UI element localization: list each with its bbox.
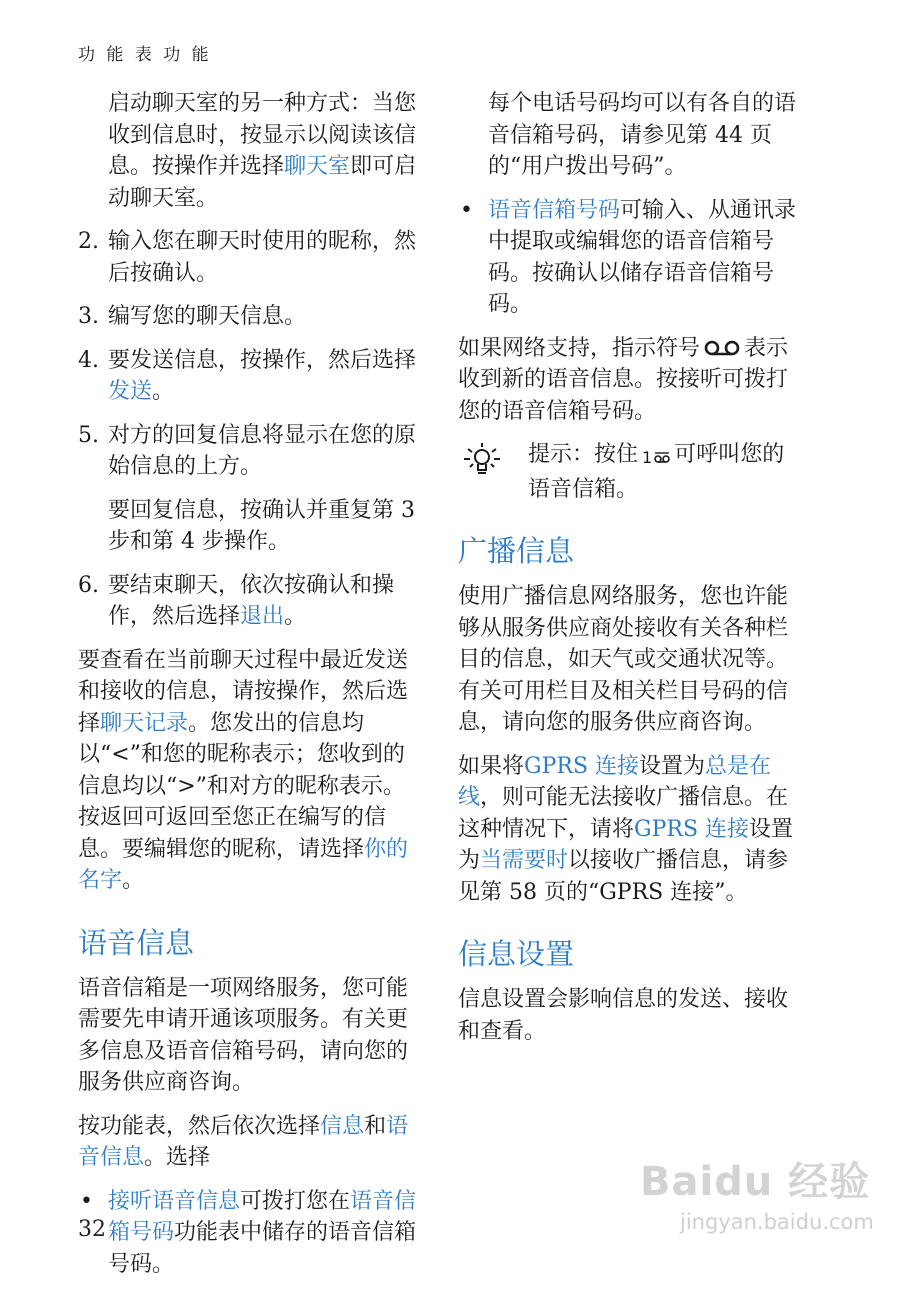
text: 输入您在聊天时使用的昵称，然后按	[108, 229, 417, 286]
step-number: 4.	[78, 347, 99, 373]
step-6	[78, 570, 423, 633]
menu-gprs-connection: GPRS 连接	[634, 816, 750, 842]
menu-voice-mailbox-number: 语音信箱号码	[488, 197, 621, 223]
key-1-voicemail-icon	[642, 441, 670, 474]
softkey-options: 操作	[262, 347, 307, 373]
text: 可拨打您在	[240, 1188, 351, 1214]
text: 和	[350, 572, 373, 598]
text: 要发送信息，按	[108, 347, 263, 373]
menu-when-needed: 当需要时	[480, 848, 569, 873]
running-head: 功 能 表 功 能	[78, 45, 212, 65]
text: 当您收到信息时，按	[108, 91, 417, 148]
text: 。	[122, 868, 145, 893]
softkey-ok: 确认	[262, 497, 307, 523]
heading-cell-broadcast: 广播信息	[458, 534, 575, 568]
text: 。	[152, 379, 175, 404]
menu-gprs-connection: GPRS 连接	[524, 753, 640, 779]
text: ，然后选择	[78, 679, 409, 736]
text: 可输入、从通讯录中提取或编辑您的语音信箱号码。按	[488, 197, 797, 286]
watermark	[640, 1150, 880, 1260]
lightbulb-tip-icon	[458, 441, 502, 481]
step-number: 6.	[78, 572, 99, 598]
heading-voice-messages: 语音信息	[78, 925, 195, 960]
bullet-voice-number	[458, 195, 804, 321]
text: 如果网络支持，指示符号	[458, 335, 701, 361]
text: 按住	[594, 442, 639, 467]
text: 要回复信息，按	[108, 497, 263, 523]
softkey-ok: 确认	[306, 572, 351, 598]
softkey-ok: 确认	[152, 260, 197, 286]
softkey-options: 操作	[276, 679, 321, 704]
step-number: 2.	[78, 229, 99, 254]
step-5	[78, 420, 423, 483]
voicemail-icon	[704, 339, 740, 357]
intro-punct: ：	[350, 91, 373, 116]
text: 。	[196, 260, 219, 286]
menu-your-name: 你的名字	[78, 836, 409, 893]
text: 可呼叫您的语音信箱。	[528, 442, 785, 502]
text: 即可启动聊天室。	[108, 154, 417, 211]
text: 对方的回复信息将显示在您的原始信息的上方。	[108, 422, 417, 479]
text: 。您发出的信息均以“<”和您的昵称表示；您收到的信息均以“>”和对方的昵称表示。按	[78, 710, 405, 830]
step-4	[78, 345, 423, 408]
tip-box	[458, 439, 804, 505]
menu-messages: 信息	[320, 1113, 365, 1139]
step-2	[78, 226, 423, 289]
text: ，然后选择	[130, 604, 241, 629]
text: ，则可能无法接收广播信息。在这种情况下，请将	[458, 785, 789, 842]
intro-label: 启动聊天室的另一种方式	[108, 91, 351, 116]
text: 和	[364, 1113, 387, 1139]
text: 如果将	[458, 753, 525, 779]
voice-menu-paragraph	[78, 1111, 423, 1174]
softkey-ok: 确认	[554, 260, 599, 286]
step-5-note	[78, 495, 423, 558]
text: 要查看在当前聊天过程中最近发送和接收的信息，请按	[78, 647, 409, 704]
text: 以阅读该信息。按	[108, 122, 417, 179]
text: 设置为	[458, 816, 794, 873]
menu-voice-messages: 语音信息	[78, 1113, 409, 1170]
menu-chat-room: 聊天室	[284, 154, 351, 179]
menu-always-online: 总是在线	[458, 753, 772, 810]
softkey-options: 操作	[174, 154, 219, 179]
key-digit: 1	[642, 448, 653, 467]
softkey-options: 操作	[108, 572, 395, 629]
text: 表示收到新的语音信息。按	[458, 335, 789, 392]
bullet-continuation: 每个电话号码均可以有各自的语音信箱号码，请参见第 44 页的“用户拨出号码”。	[488, 91, 797, 179]
bullet-mark: •	[460, 197, 473, 223]
step-number: 5.	[78, 422, 99, 448]
text: 按	[78, 1113, 101, 1139]
text: 要结束聊天，依次按	[108, 572, 307, 598]
right-column	[458, 88, 804, 1059]
text: 编写您的聊天信息。	[108, 304, 307, 329]
text: 并重复第 3 步和第 4 步操作。	[108, 497, 416, 554]
softkey-show: 显示	[262, 122, 307, 148]
ms-intro-paragraph: 信息设置会影响信息的发送、接收和查看。	[458, 987, 789, 1044]
heading-message-settings: 信息设置	[458, 937, 575, 971]
text: ，然后依次选择	[166, 1113, 321, 1139]
watermark-url: jingyan.baidu.com	[680, 1210, 874, 1234]
text: 以接收广播信息，请参见第 58 页的“GPRS 连接”。	[458, 848, 789, 905]
menu-voice-mailbox-number: 语音信箱号码	[108, 1188, 417, 1245]
step-number: 3.	[78, 304, 99, 329]
watermark-logo: Baidu 经验	[640, 1159, 871, 1205]
text: ，然后选择	[306, 347, 417, 373]
softkey-menu: 功能表	[100, 1113, 167, 1139]
bullet-listen-voice	[78, 1186, 423, 1281]
text: 并选择	[218, 154, 285, 179]
text: 设置为	[639, 753, 706, 779]
menu-exit: 退出	[240, 604, 285, 629]
chat-history-paragraph	[78, 645, 423, 897]
text: 可拨打您的语音信箱号码。	[458, 367, 789, 424]
cb-gprs-paragraph	[458, 751, 804, 909]
menu-listen-voice-messages: 接听语音信息	[108, 1188, 241, 1214]
menu-send: 发送	[108, 379, 153, 404]
page-number: 32	[78, 1217, 106, 1242]
softkey-listen: 接听	[678, 367, 723, 392]
left-column	[78, 88, 423, 1292]
chat-intro-paragraph	[78, 88, 423, 214]
text: 以储存语音信箱号码。	[488, 260, 775, 317]
menu-chat-history: 聊天记录	[100, 710, 189, 736]
cb-intro-paragraph: 使用广播信息网络服务，您也许能够从服务供应商处接收有关各种栏目的信息，如天气或交通状况等。有关可用栏目及相关栏目号码的信息，请向您的服务供应商咨询。	[458, 584, 789, 735]
step-3	[78, 301, 423, 333]
indicator-paragraph	[458, 333, 804, 428]
text: 功能表中储存的语音信箱号码。	[108, 1220, 417, 1277]
softkey-back: 返回	[100, 805, 145, 830]
text: 。选择	[144, 1145, 211, 1170]
text: 可返回至您正在编写的信息。要编辑您的昵称，请选择	[78, 805, 387, 862]
voice-intro-paragraph: 语音信箱是一项网络服务，您可能需要先申请开通该项服务。有关更多信息及语音信箱号码，请向您的服务供应商咨询。	[78, 975, 409, 1095]
text: 。	[284, 604, 307, 629]
bullet-mark: •	[80, 1188, 93, 1214]
tip-label: 提示：	[528, 442, 595, 467]
